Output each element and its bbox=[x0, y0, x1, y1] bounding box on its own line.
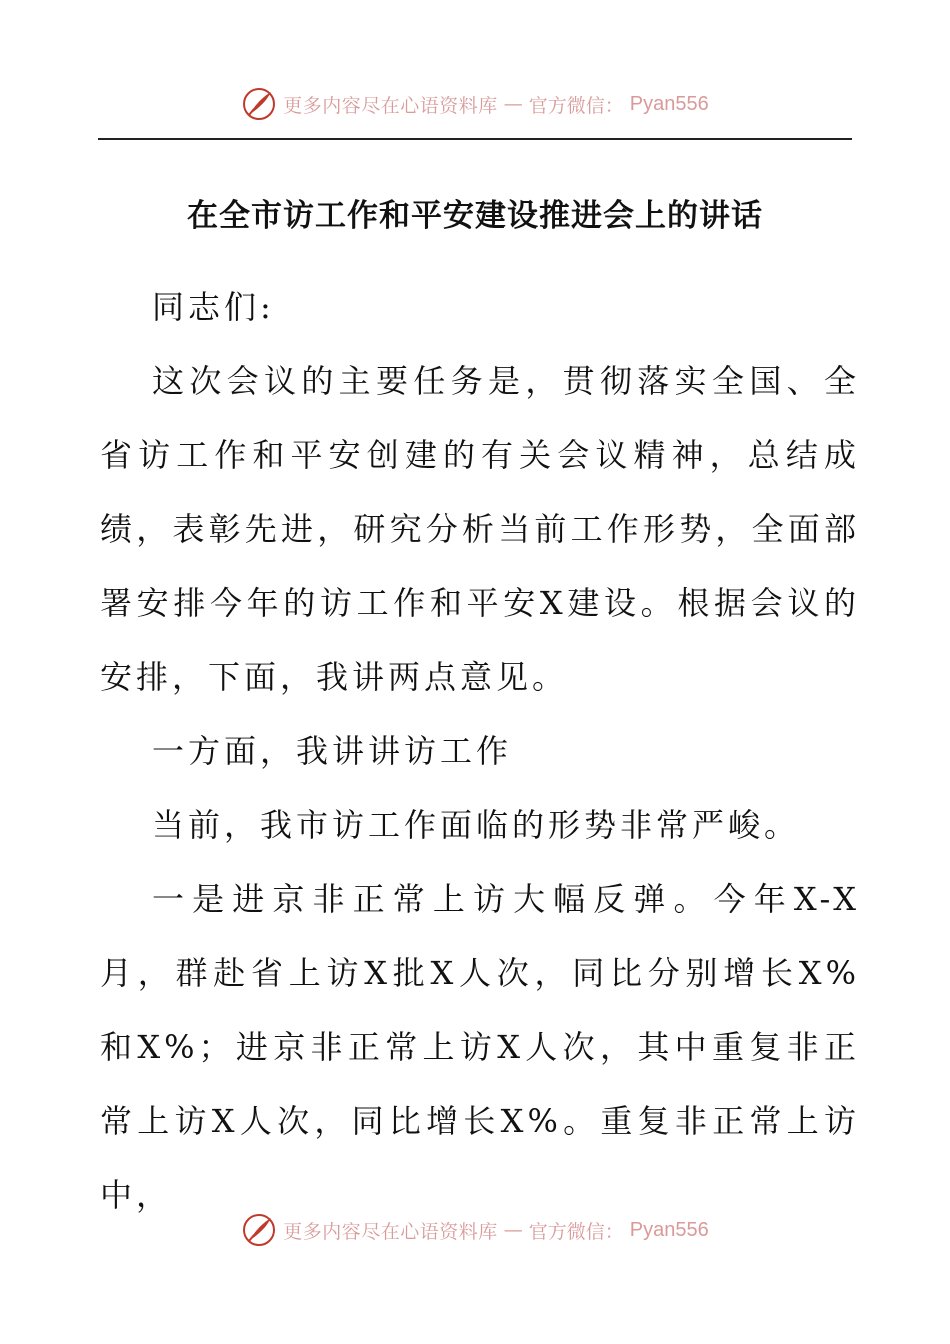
quill-logo-icon bbox=[241, 86, 277, 122]
quill-logo-icon bbox=[241, 1212, 277, 1248]
paragraph: 一是进京非正常上访大幅反弹。今年X-X月，群赴省上访X批X人次，同比分别增长X%和X%；进京非正常上访X人次，其中重复非正常上访X人次，同比增长X%。重复非正常上访中， bbox=[100, 880, 860, 1214]
header-divider bbox=[98, 138, 852, 140]
header-watermark bbox=[0, 84, 950, 124]
paragraph: 同志们: bbox=[152, 288, 275, 326]
paragraph: 这次会议的主要任务是，贯彻落实全国、全省访工作和平安创建的有关会议精神，总结成绩，表彰先进，研究分析当前工作形势，全面部署安排今年的访工作和平安X建设。根据会议的安排，下面，我讲两点意见。 bbox=[100, 362, 860, 696]
watermark-id: Pyan556 bbox=[629, 1218, 709, 1241]
document-title: 在全市访工作和平安建设推进会上的讲话 bbox=[187, 198, 763, 234]
watermark-separator: — bbox=[503, 93, 523, 115]
paragraph: 当前，我市访工作面临的形势非常严峻。 bbox=[152, 806, 801, 844]
watermark-id: Pyan556 bbox=[629, 92, 709, 115]
footer-watermark bbox=[0, 1210, 950, 1250]
watermark-text: 更多内容尽在心语资料库 bbox=[283, 1220, 498, 1243]
watermark-label: 官方微信： bbox=[528, 1220, 624, 1243]
paragraph: 一方面，我讲讲访工作 bbox=[152, 732, 513, 770]
document-body bbox=[100, 270, 860, 1232]
watermark-text: 更多内容尽在心语资料库 bbox=[283, 94, 498, 117]
watermark-separator: — bbox=[503, 1219, 523, 1241]
watermark-label: 官方微信： bbox=[528, 94, 624, 117]
